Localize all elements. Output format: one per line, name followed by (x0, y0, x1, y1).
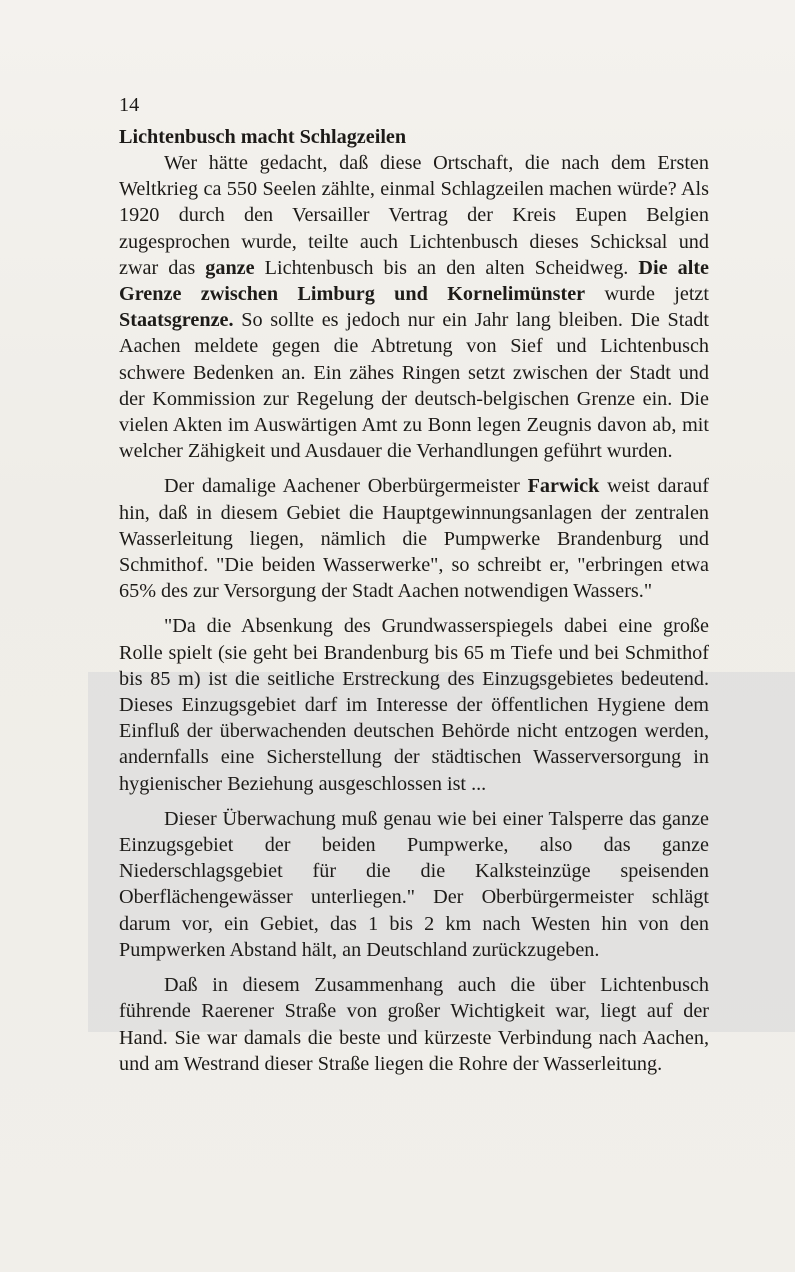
text-segment: "Da die Absenkung des Grundwasserspiegels dabei eine große Rolle spielt (sie geht bei Brandenburg bis 65 m Tiefe und bei Schmithof bis 85 m) ist die seitliche Erstreckung des Einzugsgebietes bedeutend. Dieses Einzugsgebiet darf im Interesse der öffentlichen Hygiene dem Einfluß der überwachenden deutschen Behörde nicht entzogen werden, andernfalls eine Sicherstellung der städtischen Wasserversorgung in hygienischer Beziehung ausgeschlossen ist ... (119, 615, 709, 795)
text-segment: weist darauf hin, daß in diesem Gebiet die Hauptgewinnungsanlagen der zentralen Wasserleitung liegen, nämlich die Pumpwerke Brandenburg und Schmithof. "Die beiden Wasserwerke", so schreibt er, "erbringen etwa 65% des zur Versorgung der Stadt Aachen notwendigen Wassers." (119, 475, 709, 603)
paragraph (119, 972, 709, 1077)
page-number: 14 (119, 94, 140, 116)
paragraph (119, 150, 709, 464)
text-segment: Dieser Überwachung muß genau wie bei einer Talsperre das ganze Einzugsgebiet der beiden Pumpwerke, also das ganze Niederschlagsgebiet für die die Kalksteinzüge speisenden Oberflächengewässer unterliegen." Der Oberbürgermeister schlägt darum vor, ein Gebiet, das 1 bis 2 km nach Westen hin von den Pumpwerken Abstand hält, an Deutschland zurückzugeben. (119, 807, 709, 961)
text-segment: Wer hätte gedacht, daß diese Ortschaft, die nach dem Ersten Weltkrieg ca 550 Seelen zählte, einmal Schlagzeilen machen würde? Als 1920 durch den Versailler Vertrag der Kreis Eupen Belgien zugesprochen wurde, teilte auch Lichtenbusch dieses Schicksal und zwar das (119, 152, 709, 279)
bold-segment: ganze (205, 256, 255, 279)
bold-segment: Staatsgrenze. (119, 309, 234, 332)
text-segment: Der damalige Aachener Oberbürgermeister (164, 475, 528, 498)
text-segment: Lichtenbusch bis an den alten Scheidweg. (254, 256, 639, 279)
text-block (119, 92, 709, 1086)
text-segment: wurde jetzt (585, 283, 710, 306)
section-heading: Lichtenbusch macht Schlagzeilen (119, 126, 407, 148)
paragraph (119, 806, 709, 963)
text-segment: So sollte es jedoch nur ein Jahr lang bleiben. Die Stadt Aachen meldete gegen die Abtretung von Sief und Lichtenbusch schwere Bedenken an. Ein zähes Ringen setzt zwischen der Stadt und der Kommission zur Regelung der deutsch-belgischen Grenze ein. Die vielen Akten im Auswärtigen Amt zu Bonn legen Zeugnis davon ab, mit welcher Zähigkeit und Ausdauer die Verhandlungen geführt wurden. (119, 309, 709, 463)
bold-segment: Die alte Grenze zwischen Limburg und Kornelimünster (119, 256, 709, 306)
paragraph (119, 473, 709, 604)
paragraph (119, 613, 709, 796)
text-segment: Daß in diesem Zusammenhang auch die über Lichtenbusch führende Raerener Straße von großer Wichtigkeit war, liegt auf der Hand. Sie war damals die beste und kürzeste Verbindung nach Aachen, und am Westrand dieser Straße liegen die Rohre der Wasserleitung. (119, 974, 709, 1075)
bold-segment: Farwick (527, 475, 600, 498)
